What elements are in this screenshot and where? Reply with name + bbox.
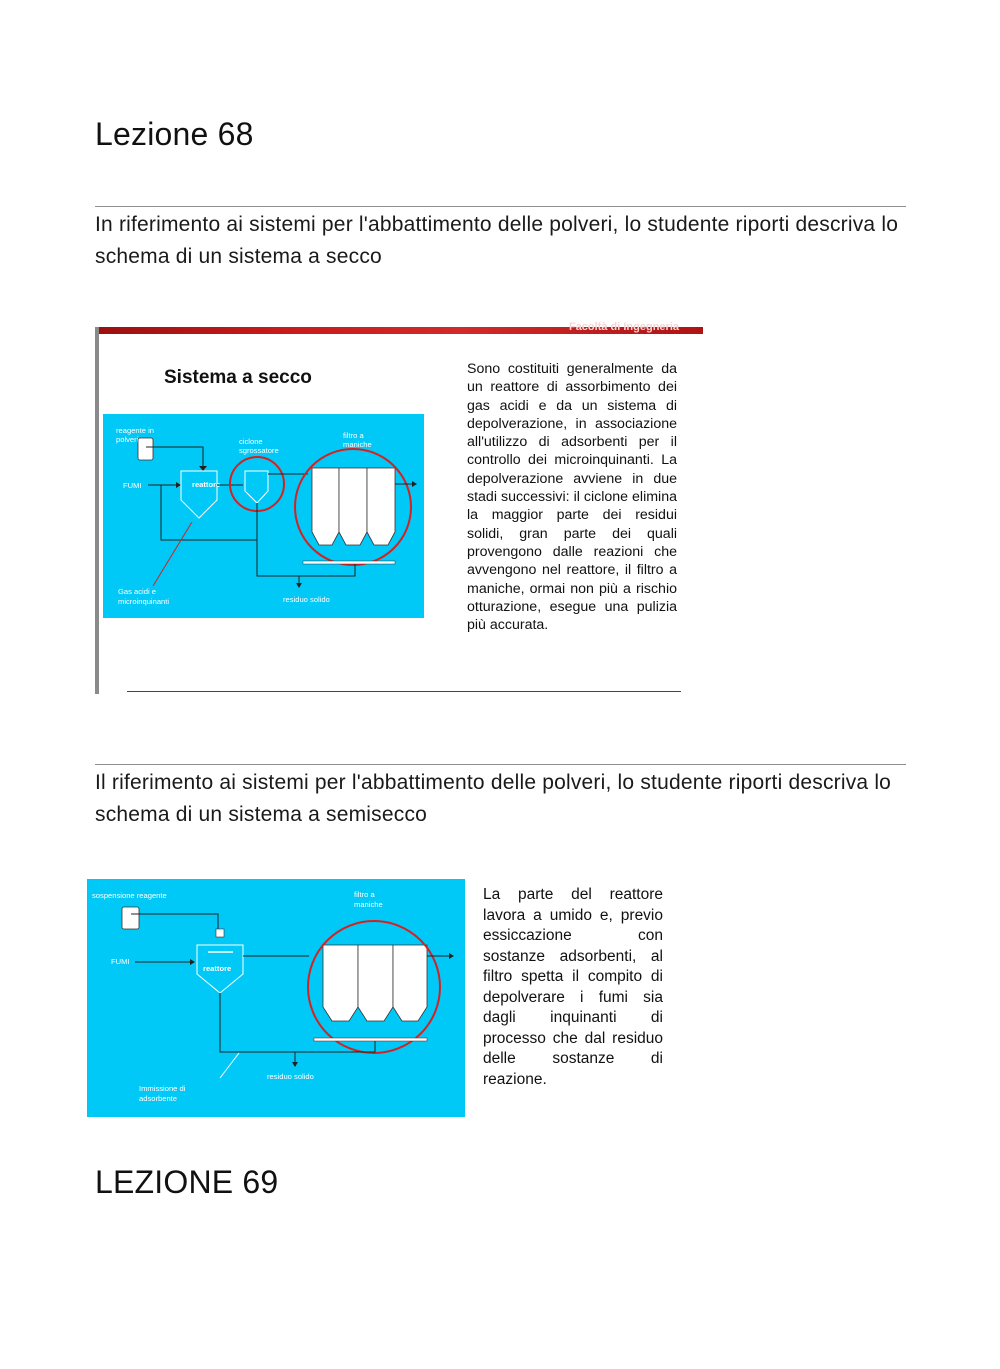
reagent-label-2: polveri xyxy=(116,435,139,444)
slide-dry-system xyxy=(95,321,703,694)
filter-discharge-bar xyxy=(314,1038,427,1041)
suspension-label: sospensione reagente xyxy=(92,891,167,900)
semidry-system-diagram xyxy=(87,879,465,1117)
question-dry-system: In riferimento ai sistemi per l'abbattimento delle polveri, lo studente riporti descriva lo schema di un sistema a secco xyxy=(95,213,899,268)
cyclone-label-1: ciclone xyxy=(239,437,263,446)
adsorbent-label-2: adsorbente xyxy=(139,1094,177,1103)
fumes-label: FUMI xyxy=(111,957,130,966)
residue-label: residuo solido xyxy=(283,595,330,604)
residue-label: residuo solido xyxy=(267,1072,314,1081)
filter-label-1: filtro a xyxy=(354,890,375,899)
reagent-silo xyxy=(138,438,153,460)
filter-discharge-bar xyxy=(303,561,395,564)
slide-left-bar xyxy=(95,327,99,694)
cyclone-label-2: sgrossatore xyxy=(239,446,279,455)
gas-label-2: microinquinanti xyxy=(118,597,170,606)
reactor-label: reattore xyxy=(203,964,232,973)
lesson-68-title: Lezione 68 xyxy=(95,116,254,152)
filter-label-2: maniche xyxy=(354,900,383,909)
section-divider-1 xyxy=(95,206,906,207)
suspension-silo xyxy=(122,907,139,929)
reactor-label: reattore xyxy=(192,480,221,489)
bag-filter xyxy=(312,468,395,545)
slide-title: Sistema a secco xyxy=(164,367,312,388)
slide-bottom-rule xyxy=(127,691,681,692)
section-divider-2 xyxy=(95,764,906,765)
question-semidry-system: Il riferimento ai sistemi per l'abbattimento delle polveri, lo studente riporti descriva lo schema di un sistema a semisecco xyxy=(95,771,892,826)
lesson-69-title: LEZIONE 69 xyxy=(95,1164,279,1200)
slide-header-band-text: Facoltà di Ingegneria xyxy=(568,321,679,333)
spray-nozzle xyxy=(216,929,224,937)
bag-filter xyxy=(323,945,427,1021)
filter-label-2: maniche xyxy=(343,440,372,449)
filter-label-1: filtro a xyxy=(343,431,364,440)
reagent-label-1: reagente in xyxy=(116,426,154,435)
slide-description: Sono costituiti generalmente da un reattore di assorbimento dei gas acidi e da un sistema di depolverazione, in associazione all'utilizzo di adsorbenti per il controllo dei microinquinanti. La depolverazione avviene in due stadi successivi: il ciclone elimina la maggior parte dei residui solidi, gran parte dei quali provengono dalle reazioni che avvengono nel reattore, il filtro a maniche, ormai non più a rischio otturazione, esegue una pulizia più accurata. xyxy=(467,361,677,634)
adsorbent-label-1: Immissione di xyxy=(139,1084,186,1093)
gas-label-1: Gas acidi e xyxy=(118,587,156,596)
slide-2-description: La parte del reattore lavora a umido e, previo essiccazione con sostanze adsorbenti, al filtro spetta il compito di depolverare i fumi sia dagli inquinanti di processo che dal residuo delle sostanze di reazione. xyxy=(483,886,663,1088)
dry-system-diagram xyxy=(103,414,424,618)
fumes-label: FUMI xyxy=(123,481,142,490)
